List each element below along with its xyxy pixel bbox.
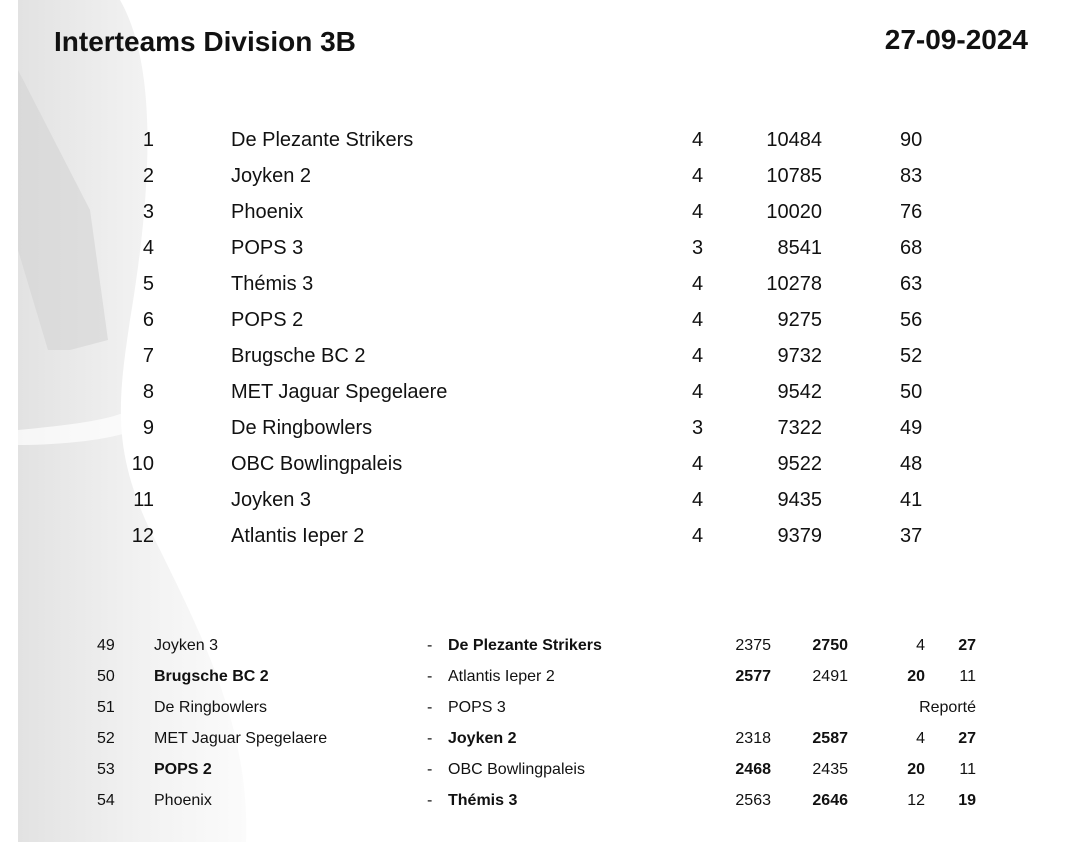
points: 41 [900, 489, 923, 511]
games-played: 4 [692, 489, 704, 511]
home-team: De Ringbowlers [154, 699, 267, 716]
standings-row [0, 338, 1080, 374]
match-row [0, 661, 1080, 692]
games-played: 4 [692, 381, 704, 403]
rank: 9 [142, 417, 154, 439]
home-score: 2318 [735, 730, 771, 747]
team-name: Atlantis Ieper 2 [231, 525, 365, 547]
total-pins: 10020 [766, 201, 822, 223]
total-pins: 9275 [777, 309, 822, 331]
match-number: 50 [97, 668, 115, 685]
standings-table [0, 122, 1080, 554]
games-played: 4 [692, 309, 704, 331]
points: 76 [900, 201, 923, 223]
total-pins: 10484 [766, 129, 822, 151]
team-name: POPS 3 [231, 237, 304, 259]
points: 83 [900, 165, 923, 187]
home-points: 20 [907, 761, 925, 778]
away-points: 27 [958, 637, 976, 654]
match-row [0, 785, 1080, 816]
separator: - [427, 699, 433, 716]
total-pins: 10278 [766, 273, 822, 295]
home-team: MET Jaguar Spegelaere [154, 730, 328, 747]
home-team: Phoenix [154, 792, 212, 809]
games-played: 4 [692, 165, 704, 187]
away-score: 2646 [812, 792, 848, 809]
rank: 10 [131, 453, 154, 475]
standings-row [0, 266, 1080, 302]
standings-row [0, 374, 1080, 410]
rank: 8 [142, 381, 154, 403]
match-number: 53 [97, 761, 115, 778]
separator: - [427, 761, 433, 778]
team-name: Brugsche BC 2 [231, 345, 366, 367]
match-number: 52 [97, 730, 115, 747]
rank: 6 [142, 309, 154, 331]
match-number: 54 [97, 792, 115, 809]
separator: - [427, 668, 433, 685]
page-title: Interteams Division 3B [54, 26, 356, 57]
games-played: 4 [692, 525, 704, 547]
away-team: Joyken 2 [448, 730, 517, 747]
total-pins: 8541 [777, 237, 822, 259]
games-played: 4 [692, 453, 704, 475]
team-name: Joyken 3 [231, 489, 312, 511]
team-name: Thémis 3 [231, 273, 314, 295]
rank: 3 [142, 201, 154, 223]
away-team: Atlantis Ieper 2 [448, 668, 555, 685]
rank: 12 [131, 525, 154, 547]
games-played: 4 [692, 273, 704, 295]
standings-row [0, 158, 1080, 194]
away-team: De Plezante Strikers [448, 637, 602, 654]
away-score: 2435 [812, 761, 848, 778]
points: 56 [900, 309, 923, 331]
away-score: 2587 [812, 730, 848, 747]
rank: 11 [133, 489, 154, 511]
points: 48 [900, 453, 923, 475]
team-name: De Ringbowlers [231, 417, 373, 439]
points: 50 [900, 381, 923, 403]
home-score: 2468 [735, 761, 771, 778]
away-score: 2491 [812, 668, 848, 685]
rank: 2 [142, 165, 154, 187]
rank: 7 [142, 345, 154, 367]
points: 37 [900, 525, 923, 547]
team-name: POPS 2 [231, 309, 304, 331]
away-points: 11 [959, 761, 976, 778]
away-points: 27 [958, 730, 976, 747]
separator: - [427, 792, 433, 809]
games-played: 4 [692, 201, 704, 223]
home-points: 12 [907, 792, 925, 809]
match-row [0, 754, 1080, 785]
total-pins: 9542 [777, 381, 822, 403]
away-points: 11 [959, 668, 976, 685]
standings-row [0, 446, 1080, 482]
report-date: 27-09-2024 [884, 24, 1028, 55]
match-results-table [0, 630, 1080, 816]
total-pins: 9379 [777, 525, 822, 547]
away-team: OBC Bowlingpaleis [448, 761, 585, 778]
rank: 4 [142, 237, 154, 259]
home-score: 2577 [735, 668, 771, 685]
away-team: Thémis 3 [448, 792, 518, 809]
total-pins: 9522 [777, 453, 822, 475]
home-team: Brugsche BC 2 [154, 668, 269, 685]
rank: 5 [142, 273, 154, 295]
team-name: Phoenix [231, 201, 304, 223]
separator: - [427, 730, 433, 747]
home-team: POPS 2 [154, 761, 212, 778]
standings-row [0, 410, 1080, 446]
match-row [0, 630, 1080, 661]
points: 90 [900, 129, 923, 151]
match-row [0, 723, 1080, 754]
match-status: Reporté [919, 699, 976, 716]
match-row [0, 692, 1080, 723]
standings-row [0, 194, 1080, 230]
standings-row [0, 302, 1080, 338]
match-number: 49 [97, 637, 115, 654]
total-pins: 9732 [777, 345, 822, 367]
home-team: Joyken 3 [154, 637, 219, 654]
away-score: 2750 [812, 637, 848, 654]
points: 68 [900, 237, 923, 259]
home-points: 4 [916, 637, 925, 654]
team-name: OBC Bowlingpaleis [231, 453, 403, 475]
points: 52 [900, 345, 923, 367]
standings-row [0, 122, 1080, 158]
total-pins: 10785 [766, 165, 822, 187]
games-played: 4 [692, 345, 704, 367]
rank: 1 [142, 129, 154, 151]
games-played: 4 [692, 129, 704, 151]
total-pins: 9435 [777, 489, 822, 511]
home-points: 4 [916, 730, 925, 747]
home-score: 2563 [735, 792, 771, 809]
team-name: De Plezante Strikers [231, 129, 414, 151]
away-team: POPS 3 [448, 699, 506, 716]
total-pins: 7322 [777, 417, 822, 439]
separator: - [427, 637, 433, 654]
standings-row [0, 230, 1080, 266]
home-points: 20 [907, 668, 925, 685]
team-name: MET Jaguar Spegelaere [231, 381, 448, 403]
points: 63 [900, 273, 923, 295]
match-number: 51 [97, 699, 115, 716]
standings-row [0, 518, 1080, 554]
standings-row [0, 482, 1080, 518]
home-score: 2375 [735, 637, 771, 654]
games-played: 3 [692, 237, 704, 259]
away-points: 19 [958, 792, 976, 809]
games-played: 3 [692, 417, 704, 439]
team-name: Joyken 2 [231, 165, 312, 187]
points: 49 [900, 417, 923, 439]
